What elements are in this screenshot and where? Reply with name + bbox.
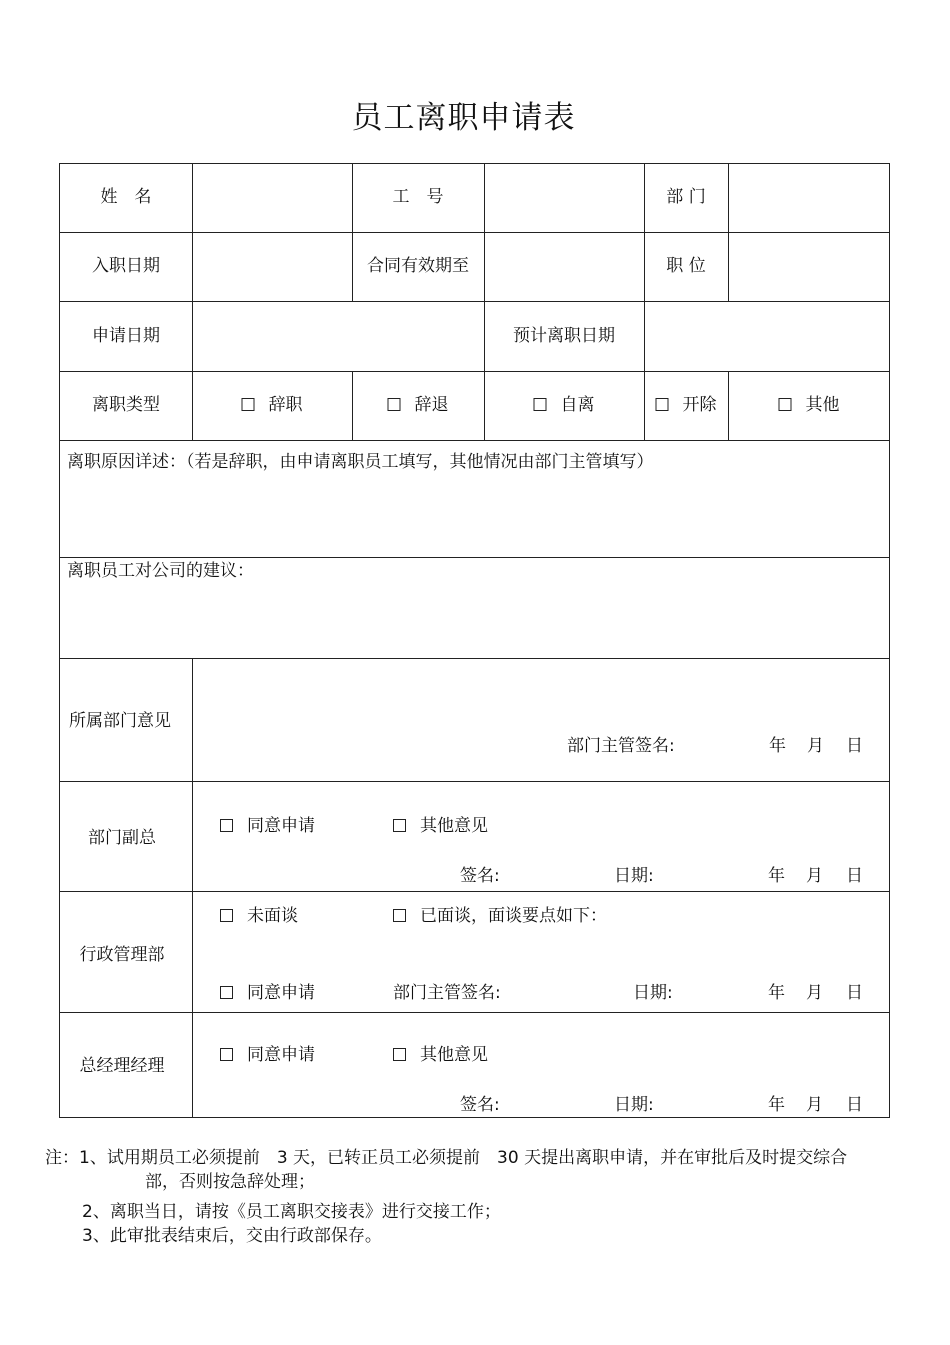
day-label: 日 xyxy=(846,736,863,756)
checkbox[interactable] xyxy=(220,986,233,999)
admin-agree-option[interactable]: 同意申请 xyxy=(220,983,315,1003)
checkbox[interactable] xyxy=(393,909,406,922)
row-divider xyxy=(60,301,889,302)
checkbox[interactable] xyxy=(656,398,669,411)
col-divider xyxy=(352,164,353,301)
position-label: 职 位 xyxy=(666,256,706,276)
dept-opinion-label: 所属部门意见 xyxy=(69,711,171,731)
type-option-resign[interactable]: 辞职 xyxy=(242,395,303,415)
row-divider xyxy=(60,557,889,558)
month-label: 月 xyxy=(806,983,823,1003)
form-title: 员工离职申请表 xyxy=(351,100,576,136)
gm-agree-option[interactable]: 同意申请 xyxy=(220,1045,315,1065)
year-label: 年 xyxy=(768,983,785,1003)
day-label: 日 xyxy=(846,866,863,886)
col-divider xyxy=(192,658,193,1117)
name-label: 姓 名 xyxy=(100,187,152,207)
vice-president-label: 部门副总 xyxy=(88,828,156,848)
month-label: 月 xyxy=(806,1095,823,1115)
suggestion-label: 离职员工对公司的建议： xyxy=(67,561,254,581)
row-divider xyxy=(60,658,889,659)
row-divider xyxy=(60,781,889,782)
checkbox[interactable] xyxy=(220,1048,233,1061)
general-manager-label: 总经理经理 xyxy=(79,1056,165,1076)
gm-sign-label: 签名: xyxy=(460,1095,500,1115)
apply-date-label: 申请日期 xyxy=(92,326,160,346)
row-divider xyxy=(60,232,889,233)
hire-date-label: 入职日期 xyxy=(92,256,160,276)
col-divider xyxy=(192,164,193,440)
year-label: 年 xyxy=(768,866,785,886)
note-1-continued: 部，否则按急辞处理； xyxy=(145,1172,315,1192)
checkbox[interactable] xyxy=(534,398,547,411)
checkbox[interactable] xyxy=(393,1048,406,1061)
month-label: 月 xyxy=(806,866,823,886)
type-option-expel[interactable]: 开除 xyxy=(656,395,717,415)
note-2: 2、离职当日，请按《员工离职交接表》进行交接工作； xyxy=(82,1202,501,1222)
col-divider xyxy=(644,164,645,440)
checkbox[interactable] xyxy=(393,819,406,832)
row-divider xyxy=(60,1012,889,1013)
vice-sign-label: 签名: xyxy=(460,866,500,886)
row-divider xyxy=(60,371,889,372)
expected-leave-date-label: 预计离职日期 xyxy=(513,326,615,346)
note-3: 3、此审批表结束后，交由行政部保存。 xyxy=(82,1226,382,1246)
reason-label: 离职原因详述：（若是辞职，由申请离职员工填写，其他情况由部门主管填写） xyxy=(67,452,654,472)
checkbox[interactable] xyxy=(220,909,233,922)
vice-other-option[interactable]: 其他意见 xyxy=(393,816,488,836)
col-divider xyxy=(728,164,729,301)
col-divider xyxy=(484,164,485,440)
gm-other-option[interactable]: 其他意见 xyxy=(393,1045,488,1065)
admin-manager-sign-label: 部门主管签名: xyxy=(393,983,501,1003)
admin-date-label: 日期: xyxy=(633,983,673,1003)
month-label: 月 xyxy=(807,736,824,756)
row-divider xyxy=(60,891,889,892)
contract-end-label: 合同有效期至 xyxy=(367,256,469,276)
resignation-form xyxy=(59,163,890,1118)
resignation-type-label: 离职类型 xyxy=(92,395,160,415)
employee-no-label: 工 号 xyxy=(392,187,444,207)
row-divider xyxy=(60,440,889,441)
admin-not-interviewed-option[interactable]: 未面谈 xyxy=(220,906,298,926)
col-divider xyxy=(352,371,353,440)
note-1: 注：1、试用期员工必须提前 3 天，已转正员工必须提前 30 天提出离职申请，并在审批后及时提交综合 xyxy=(45,1148,848,1168)
checkbox[interactable] xyxy=(242,398,255,411)
year-label: 年 xyxy=(769,736,786,756)
notes xyxy=(45,1146,847,1248)
dept-manager-sign-label: 部门主管签名: xyxy=(567,736,675,756)
year-label: 年 xyxy=(768,1095,785,1115)
checkbox[interactable] xyxy=(388,398,401,411)
admin-dept-label: 行政管理部 xyxy=(79,945,165,965)
vice-date-label: 日期: xyxy=(614,866,654,886)
col-divider xyxy=(728,371,729,440)
admin-interviewed-option[interactable]: 已面谈，面谈要点如下： xyxy=(393,906,607,926)
department-label: 部 门 xyxy=(666,187,706,207)
type-option-dismiss[interactable]: 辞退 xyxy=(388,395,449,415)
day-label: 日 xyxy=(846,983,863,1003)
checkbox[interactable] xyxy=(220,819,233,832)
day-label: 日 xyxy=(846,1095,863,1115)
gm-date-label: 日期: xyxy=(614,1095,654,1115)
vice-agree-option[interactable]: 同意申请 xyxy=(220,816,315,836)
checkbox[interactable] xyxy=(779,398,792,411)
type-option-other[interactable]: 其他 xyxy=(779,395,840,415)
type-option-self-leave[interactable]: 自离 xyxy=(534,395,595,415)
